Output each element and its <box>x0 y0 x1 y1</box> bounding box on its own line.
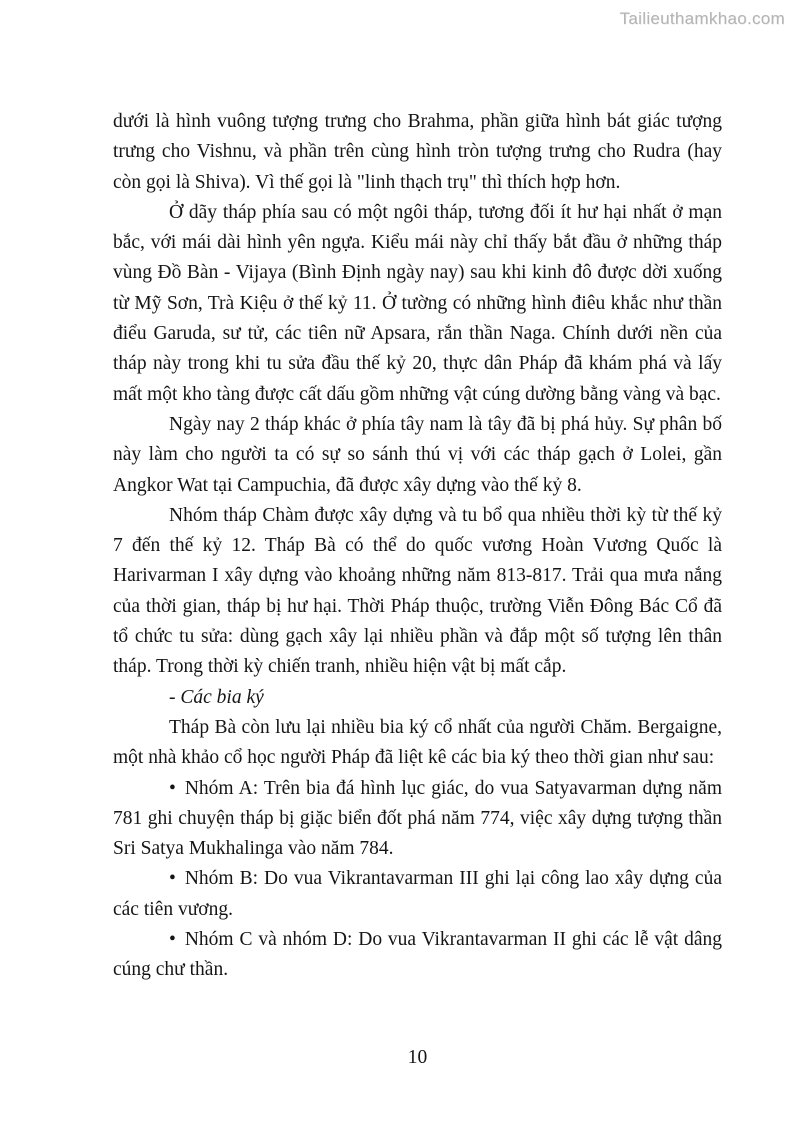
paragraph-steles-intro: Tháp Bà còn lưu lại nhiều bia ký cổ nhất của người Chăm. Bergaigne, một nhà khảo cổ học người Pháp đã liệt kê các bia ký theo thời gian như sau: <box>113 716 722 769</box>
bullet-item-group-b <box>113 864 722 925</box>
paragraph-destroyed-towers: Ngày nay 2 tháp khác ở phía tây nam là tây đã bị phá hủy. Sự phân bố này làm cho người ta có sự so sánh thú vị với các tháp gạch ở Lolei, gần Angkor Wat tại Campuchia, đã được xây dựng vào thế kỷ 8. <box>113 413 722 496</box>
page-number: 10 <box>407 1047 428 1068</box>
bullet-marker: • <box>169 868 176 890</box>
page-body <box>113 107 722 986</box>
bullet-item-group-a <box>113 774 722 865</box>
bullet-marker: • <box>169 929 176 951</box>
bullet-text: Nhóm A: Trên bia đá hình lục giác, do vua Satyavarman dựng năm 781 ghi chuyện tháp bị giặc biển đốt phá năm 774, việc xây dựng tượng thần Sri Satya Mukhalinga vào năm 784. <box>113 777 722 860</box>
bullet-text: Nhóm B: Do vua Vikrantavarman III ghi lại công lao xây dựng của các tiên vương. <box>113 868 722 920</box>
bullet-text: Nhóm C và nhóm D: Do vua Vikrantavarman II ghi các lễ vật dâng cúng chư thần. <box>113 929 722 981</box>
watermark: Tailieuthamkhao.com <box>619 9 785 28</box>
paragraph-continuation: dưới là hình vuông tượng trưng cho Brahma, phần giữa hình bát giác tượng trưng cho Vishnu, và phần trên cùng hình tròn tượng trưng cho Rudra (hay còn gọi là Shiva). Vì thế gọi là "linh thạch trụ" thì thích hợp hơn. <box>113 111 722 193</box>
bullet-marker: • <box>169 777 176 799</box>
paragraph-construction-history: Nhóm tháp Chàm được xây dựng và tu bổ qua nhiều thời kỳ từ thế kỷ 7 đến thế kỷ 12. Tháp Bà có thể do quốc vương Hoàn Vương Quốc là Harivarman I xây dựng vào khoảng những năm 813-817. Trải qua mưa nắng của thời gian, tháp bị hư hại. Thời Pháp thuộc, trường Viễn Đông Bác Cổ đã tổ chức tu sửa: dùng gạch xây lại nhiều phần và đắp một số tượng lên thân tháp. Trong thời kỳ chiến tranh, nhiều hiện vật bị mất cắp. <box>113 504 722 678</box>
paragraph-rear-towers: Ở dãy tháp phía sau có một ngôi tháp, tương đối ít hư hại nhất ở mạn bắc, với mái dài hình yên ngựa. Kiểu mái này chỉ thấy bắt đầu ở những tháp vùng Đồ Bàn - Vijaya (Bình Định ngày nay) sau khi kinh đô được dời xuống từ Mỹ Sơn, Trà Kiệu ở thế kỷ 11. Ở tường có những hình điêu khắc như thần điểu Garuda, sư tử, các tiên nữ Apsara, rắn thần Naga. Chính dưới nền của tháp này trong khi tu sửa đầu thế kỷ 20, thực dân Pháp đã khám phá và lấy mất một kho tàng được cất dấu gồm những vật cúng dường bằng vàng và bạc. <box>113 201 722 405</box>
bullet-item-group-c-d <box>113 925 722 986</box>
heading-steles: - Các bia ký <box>169 686 264 708</box>
